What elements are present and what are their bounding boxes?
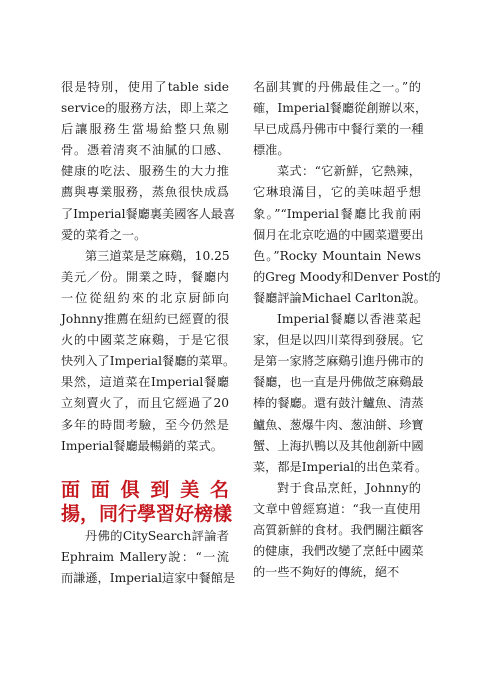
text-line: 標准。 [253,143,290,158]
text-line: Johnny推薦在紐約已經賣的很 [61,312,229,327]
text-line: 果然，這道菜在Imperial餐廳 [61,375,229,390]
text-line: 了Imperial餐廳裏美國客人最喜 [61,206,236,221]
text-line: 的健康，我們改變了烹飪中國菜 [253,544,424,559]
text-line: 骨。憑着清爽不油膩的口感、 [61,143,229,158]
text-line: 而謙遜，Imperial這家中餐館是 [61,570,236,585]
text-line: 餐廳，也一直是丹佛做芝麻鷄最 [253,375,424,390]
right-column [253,77,441,583]
text-line: Imperial餐廳最暢銷的菜式。 [61,438,223,453]
section-heading [61,478,233,526]
text-line: 早已成爲丹佛市中餐行業的一種 [253,122,424,137]
left-column [61,77,236,589]
paragraph-sesame-chicken [61,246,236,457]
text-line: 后讓服務生當場給整只魚剔 [61,122,229,137]
text-line: 色。”Rocky Mountain News [253,248,421,263]
text-line: 鱸魚、葱爆牛肉、葱油餅、珍寶 [253,417,424,432]
text-line: 快列入了Imperial餐廳的菜單。 [61,354,236,369]
text-line: 立刻賣火了，而且它經過了20 [61,396,229,411]
text-line: Ephraim Mallery說：“一流 [61,549,229,564]
text-line: 第三道菜是芝麻鷄，10.25 [85,248,230,263]
text-line: 愛的菜肴之一。 [61,227,147,242]
text-line: 棒的餐廳。還有鼓汁鱸魚、清蒸 [253,396,424,411]
text-line: service的服務方法，即上菜之 [61,101,229,116]
text-line: 家，但是以四川菜得到發展。它 [253,333,424,348]
text-line: 的一些不夠好的傳統，絕不 [253,565,400,580]
text-line: 是第一家將芝麻鷄引進丹佛市的 [253,354,424,369]
text-line: 餐廳評論Michael Carlton說。 [253,290,426,305]
text-line: 象。”“Imperial餐廳比我前兩 [253,206,421,221]
text-line: 薦與專業服務，蒸魚很快成爲 [61,185,229,200]
paragraph-dishes-review [253,161,441,309]
text-line: 對于食品烹飪，Johnny的 [277,480,421,495]
text-line: Imperial餐廳以香港菜起 [277,312,421,327]
text-line: 它琳琅滿目，它的美味超乎想 [253,185,421,200]
text-line: 的Greg Moody和Denver Post的 [253,269,441,284]
heading-line: 揚，同行學習好榜樣 [61,502,233,525]
text-line: 個月在北京吃過的中國菜還要出 [253,227,424,242]
text-line: 健康的吃法、服務生的大力推 [61,164,229,179]
heading-line: 面 面 俱 到 美 名 [61,478,229,501]
text-line: 火的中國菜芝麻鷄，于是它很 [61,333,229,348]
text-line: 確，Imperial餐廳從創辦以來， [253,101,428,116]
text-line: 一位從紐約來的北京厨師向 [61,290,229,305]
paragraph-steamed-fish [61,77,236,246]
text-line: 丹佛的CitySearch評論者 [85,528,229,543]
text-line: 高質新鮮的食材。我們關注顧客 [253,522,424,537]
text-line: 美元／份。開業之時，餐廳内 [61,269,229,284]
text-line: 很是特別，使用了table side [61,80,229,94]
text-line: 蟹、上海扒鴨以及其他創新中國 [253,438,424,453]
paragraph-hongkong-sichuan [253,309,428,478]
text-line: 文章中曾經寫道：“我一直使用 [253,501,421,516]
paragraph-cooking [253,478,424,583]
paragraph-denver-best [253,77,428,161]
text-line: 多年的時間考驗，至今仍然是 [61,417,229,432]
paragraph-citysearch [61,526,236,589]
text-line: 菜，都是Imperial的出色菜肴。 [253,459,428,474]
text-line: 菜式：“它新鮮，它熱辣， [277,164,421,179]
text-line: 名副其實的丹佛最佳之一。”的 [253,80,421,94]
